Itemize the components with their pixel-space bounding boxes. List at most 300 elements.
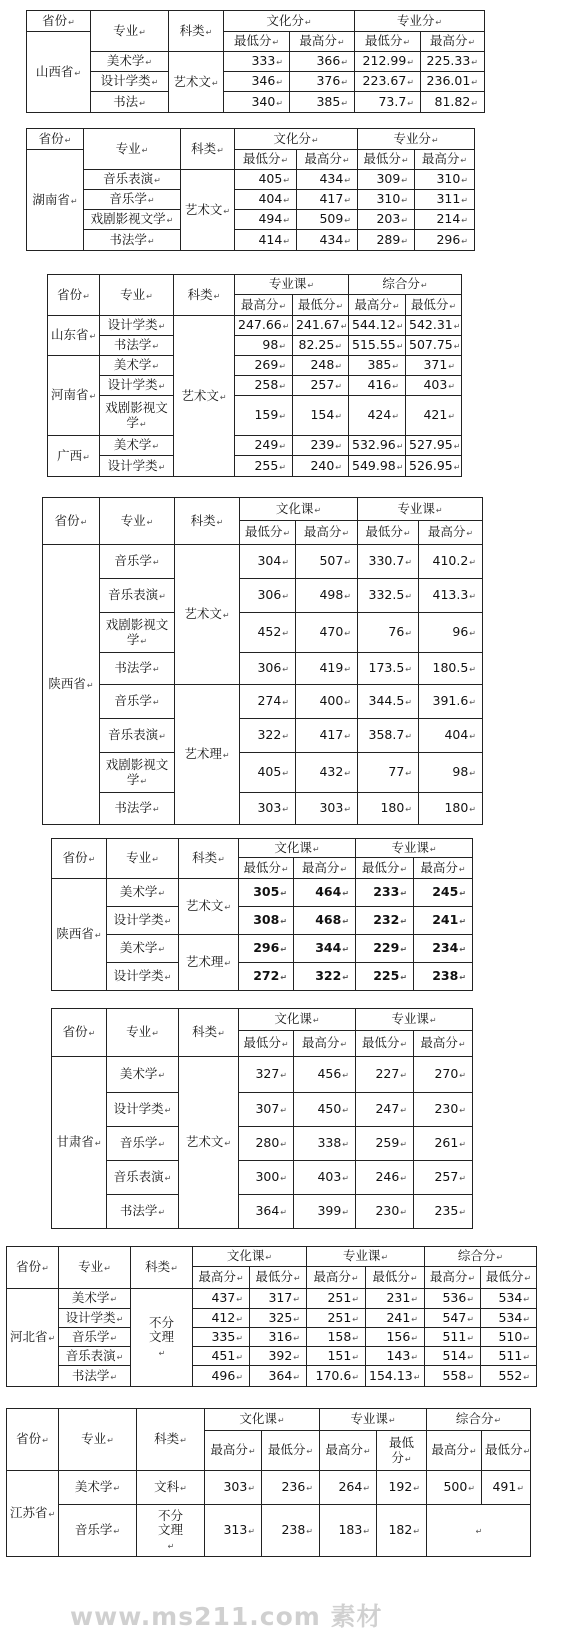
major-cell: 设计学类 ↵ bbox=[100, 376, 174, 396]
score-cell: 264 ↵ bbox=[320, 1471, 377, 1505]
major-cell: 书法学 ↵ bbox=[59, 1366, 131, 1387]
score-cell: 306 ↵ bbox=[240, 579, 296, 613]
header-major-course: 专业课 ↵ bbox=[356, 839, 473, 858]
header-max: 最高分 ↵ bbox=[414, 1031, 473, 1057]
major-cell: 美术学 ↵ bbox=[91, 52, 169, 72]
major-cell: 书法学 ↵ bbox=[100, 336, 174, 356]
header-culture-course: 文化课 ↵ bbox=[239, 839, 356, 858]
header-max: 最高分 ↵ bbox=[205, 1431, 262, 1471]
score-cell: 241 ↵ bbox=[366, 1309, 425, 1328]
score-cell: 240 ↵ bbox=[293, 456, 349, 477]
header-province: 省份 ↵ bbox=[43, 498, 100, 545]
header-province: 省份 ↵ bbox=[52, 1009, 107, 1057]
header-culture-course: 文化课 ↵ bbox=[193, 1247, 307, 1267]
major-cell: 设计学类 ↵ bbox=[91, 72, 169, 92]
score-cell: 280 ↵ bbox=[239, 1127, 294, 1161]
header-min: 最低分 ↵ bbox=[239, 1031, 294, 1057]
province-cell: 河南省 ↵ bbox=[48, 356, 100, 436]
score-cell: 154.13 ↵ bbox=[366, 1366, 425, 1387]
major-cell: 音乐表演 ↵ bbox=[107, 1161, 179, 1195]
province-cell: 广西 ↵ bbox=[48, 436, 100, 477]
category-cell: 艺术理 ↵ bbox=[179, 935, 239, 991]
major-cell: 美术学 ↵ bbox=[107, 1057, 179, 1093]
score-cell: 151 ↵ bbox=[307, 1347, 366, 1366]
header-category: 科类 ↵ bbox=[179, 839, 239, 879]
score-cell: 399 ↵ bbox=[294, 1195, 356, 1229]
header-min: 最低分 ↵ bbox=[356, 858, 414, 879]
score-cell: 82.25 ↵ bbox=[293, 336, 349, 356]
score-cell: 322 ↵ bbox=[240, 719, 296, 753]
score-cell: 225.33 ↵ bbox=[421, 52, 485, 72]
score-cell: 236.01 ↵ bbox=[421, 72, 485, 92]
score-cell: 391.6 ↵ bbox=[419, 685, 483, 719]
major-cell: 设计学类 ↵ bbox=[100, 316, 174, 336]
score-cell: 192 ↵ bbox=[377, 1471, 427, 1505]
score-cell: 403 ↵ bbox=[294, 1161, 356, 1195]
score-cell: 249 ↵ bbox=[235, 436, 293, 456]
major-cell: 设计学类 ↵ bbox=[107, 963, 179, 991]
header-major: 专业 ↵ bbox=[107, 839, 179, 879]
score-cell: 180 ↵ bbox=[358, 793, 419, 825]
score-cell: 456 ↵ bbox=[294, 1057, 356, 1093]
score-cell: 534 ↵ bbox=[481, 1289, 537, 1309]
score-cell: 251 ↵ bbox=[307, 1289, 366, 1309]
score-cell: 322 ↵ bbox=[294, 963, 356, 991]
score-cell: 327 ↵ bbox=[239, 1057, 294, 1093]
score-cell: 182 ↵ bbox=[377, 1505, 427, 1557]
header-major-course: 专业课 ↵ bbox=[235, 275, 349, 295]
header-culture-course: 文化课 ↵ bbox=[239, 1009, 356, 1031]
score-cell: 532.96 ↵ bbox=[349, 436, 406, 456]
major-cell: 设计学类 ↵ bbox=[107, 907, 179, 935]
score-cell: 424 ↵ bbox=[349, 396, 406, 436]
score-cell: 338 ↵ bbox=[294, 1127, 356, 1161]
score-cell: 98 ↵ bbox=[419, 753, 483, 793]
score-cell: 313 ↵ bbox=[205, 1505, 262, 1557]
header-total-score: 综合分 ↵ bbox=[349, 275, 462, 295]
major-cell: 音乐学 ↵ bbox=[107, 1127, 179, 1161]
score-cell: 542.31 ↵ bbox=[406, 316, 462, 336]
header-min: 最低分 ↵ bbox=[235, 150, 297, 170]
score-cell: 371 ↵ bbox=[406, 356, 462, 376]
score-cell: 450 ↵ bbox=[294, 1093, 356, 1127]
province-cell: 陕西省 ↵ bbox=[43, 545, 100, 825]
major-cell: 书法学 ↵ bbox=[100, 793, 175, 825]
admission-table-hebei bbox=[6, 1246, 537, 1387]
major-cell: 音乐表演 ↵ bbox=[100, 719, 175, 753]
score-cell: 289 ↵ bbox=[358, 230, 415, 251]
header-min: 最低分 ↵ bbox=[358, 150, 415, 170]
header-category: 科类 ↵ bbox=[175, 498, 240, 545]
score-cell: 233 ↵ bbox=[356, 879, 414, 907]
score-cell: 223.67 ↵ bbox=[355, 72, 421, 92]
header-max: 最高分 ↵ bbox=[307, 1267, 366, 1289]
major-cell: 美术学 ↵ bbox=[100, 436, 174, 456]
score-cell: 173.5 ↵ bbox=[358, 653, 419, 685]
empty-cell bbox=[427, 1505, 531, 1557]
major-cell: 戏剧影视文学 ↵ bbox=[84, 210, 181, 230]
header-max: 最高分 ↵ bbox=[296, 521, 358, 545]
major-cell: 美术学 ↵ bbox=[107, 935, 179, 963]
major-cell: 设计学类 ↵ bbox=[100, 456, 174, 477]
score-cell: 170.6 ↵ bbox=[307, 1366, 366, 1387]
score-cell: 405 ↵ bbox=[240, 753, 296, 793]
admission-table-shaanxi-1 bbox=[42, 497, 483, 825]
score-cell: 159 ↵ bbox=[235, 396, 293, 436]
score-cell: 544.12 ↵ bbox=[349, 316, 406, 336]
major-cell: 书法学 ↵ bbox=[107, 1195, 179, 1229]
admission-table-jiangsu bbox=[6, 1408, 531, 1557]
score-cell: 325 ↵ bbox=[250, 1309, 307, 1328]
score-cell: 404 ↵ bbox=[235, 190, 297, 210]
header-major: 专业 ↵ bbox=[91, 11, 169, 52]
major-cell: 美术学 ↵ bbox=[59, 1289, 131, 1309]
score-cell: 296 ↵ bbox=[415, 230, 475, 251]
score-cell: 231 ↵ bbox=[366, 1289, 425, 1309]
score-cell: 464 ↵ bbox=[294, 879, 356, 907]
category-cell: 艺术文 ↵ bbox=[181, 170, 235, 251]
major-cell: 音乐学 ↵ bbox=[84, 190, 181, 210]
score-cell: 158 ↵ bbox=[307, 1328, 366, 1347]
province-cell: 山西省 ↵ bbox=[27, 32, 91, 113]
header-category: 科类 ↵ bbox=[179, 1009, 239, 1057]
score-cell: 269 ↵ bbox=[235, 356, 293, 376]
header-province: 省份 ↵ bbox=[27, 129, 84, 150]
score-cell: 419 ↵ bbox=[296, 653, 358, 685]
header-province: 省份 ↵ bbox=[7, 1409, 59, 1471]
score-cell: 498 ↵ bbox=[296, 579, 358, 613]
score-cell: 258 ↵ bbox=[235, 376, 293, 396]
score-cell: 310 ↵ bbox=[358, 190, 415, 210]
major-cell: 戏剧影视文学 ↵ bbox=[100, 753, 175, 793]
header-province: 省份 ↵ bbox=[48, 275, 100, 316]
major-cell: 美术学 ↵ bbox=[107, 879, 179, 907]
score-cell: 333 ↵ bbox=[224, 52, 290, 72]
header-max: 最高分 ↵ bbox=[421, 32, 485, 52]
score-cell: 81.82 ↵ bbox=[421, 92, 485, 113]
header-major-course: 专业课 ↵ bbox=[356, 1009, 473, 1031]
score-cell: 364 ↵ bbox=[239, 1195, 294, 1229]
header-total-score: 综合分 ↵ bbox=[425, 1247, 537, 1267]
score-cell: 500 ↵ bbox=[427, 1471, 482, 1505]
header-major-score: 专业分 ↵ bbox=[355, 11, 485, 32]
score-cell: 303 ↵ bbox=[240, 793, 296, 825]
score-cell: 507 ↵ bbox=[296, 545, 358, 579]
score-cell: 96 ↵ bbox=[419, 613, 483, 653]
score-cell: 417 ↵ bbox=[296, 719, 358, 753]
score-cell: 251 ↵ bbox=[307, 1309, 366, 1328]
major-cell: 音乐表演 ↵ bbox=[59, 1347, 131, 1366]
score-cell: 451 ↵ bbox=[193, 1347, 250, 1366]
major-cell: 戏剧影视文学 ↵ bbox=[100, 613, 175, 653]
header-major-course: 专业课 ↵ bbox=[358, 498, 483, 521]
score-cell: 303 ↵ bbox=[205, 1471, 262, 1505]
score-cell: 77 ↵ bbox=[358, 753, 419, 793]
header-min: 最低分 ↵ bbox=[262, 1431, 320, 1471]
score-cell: 203 ↵ bbox=[358, 210, 415, 230]
header-culture-course: 文化课 ↵ bbox=[205, 1409, 320, 1431]
score-cell: 494 ↵ bbox=[235, 210, 297, 230]
header-major-course: 专业课 ↵ bbox=[320, 1409, 427, 1431]
score-cell: 416 ↵ bbox=[349, 376, 406, 396]
header-major: 专业 ↵ bbox=[107, 1009, 179, 1057]
header-category: 科类 ↵ bbox=[169, 11, 224, 52]
score-cell: 311 ↵ bbox=[415, 190, 475, 210]
province-cell: 河北省 ↵ bbox=[7, 1289, 59, 1387]
score-cell: 255 ↵ bbox=[235, 456, 293, 477]
score-cell: 272 ↵ bbox=[239, 963, 294, 991]
header-min: 最低分 ↵ bbox=[358, 521, 419, 545]
major-cell: 书法学 ↵ bbox=[84, 230, 181, 251]
score-cell: 309 ↵ bbox=[358, 170, 415, 190]
major-cell: 音乐学 ↵ bbox=[100, 545, 175, 579]
category-cell: 艺术文 ↵ bbox=[179, 1057, 239, 1229]
score-cell: 270 ↵ bbox=[414, 1057, 473, 1093]
score-cell: 274 ↵ bbox=[240, 685, 296, 719]
header-max: 最高分 ↵ bbox=[425, 1267, 481, 1289]
score-cell: 259 ↵ bbox=[356, 1127, 414, 1161]
score-cell: 245 ↵ bbox=[414, 879, 473, 907]
score-cell: 232 ↵ bbox=[356, 907, 414, 935]
admission-table-hunan bbox=[26, 128, 475, 251]
province-cell: 山东省 ↵ bbox=[48, 316, 100, 356]
score-cell: 421 ↵ bbox=[406, 396, 462, 436]
score-cell: 332.5 ↵ bbox=[358, 579, 419, 613]
score-cell: 511 ↵ bbox=[425, 1328, 481, 1347]
header-max: 最高分 ↵ bbox=[193, 1267, 250, 1289]
header-culture-score: 文化分 ↵ bbox=[224, 11, 355, 32]
header-major: 专业 ↵ bbox=[59, 1247, 131, 1289]
header-max: 最高分 ↵ bbox=[294, 1031, 356, 1057]
score-cell: 410.2 ↵ bbox=[419, 545, 483, 579]
score-cell: 558 ↵ bbox=[425, 1366, 481, 1387]
header-max: 最高分 ↵ bbox=[294, 858, 356, 879]
admission-table-gansu bbox=[51, 1008, 473, 1229]
header-total-score: 综合分 ↵ bbox=[427, 1409, 531, 1431]
score-cell: 330.7 ↵ bbox=[358, 545, 419, 579]
score-cell: 247 ↵ bbox=[356, 1093, 414, 1127]
score-cell: 515.55 ↵ bbox=[349, 336, 406, 356]
score-cell: 143 ↵ bbox=[366, 1347, 425, 1366]
major-cell: 设计学类 ↵ bbox=[59, 1309, 131, 1328]
score-cell: 511 ↵ bbox=[481, 1347, 537, 1366]
score-cell: 235 ↵ bbox=[414, 1195, 473, 1229]
header-culture-course: 文化课 ↵ bbox=[240, 498, 358, 521]
header-max: 最高分 ↵ bbox=[297, 150, 358, 170]
score-cell: 248 ↵ bbox=[293, 356, 349, 376]
score-cell: 307 ↵ bbox=[239, 1093, 294, 1127]
score-cell: 366 ↵ bbox=[290, 52, 355, 72]
major-cell: 戏剧影视文学 ↵ bbox=[100, 396, 174, 436]
score-cell: 547 ↵ bbox=[425, 1309, 481, 1328]
watermark-text: www.ms211.com 素材 bbox=[70, 1602, 383, 1631]
header-major: 专业 ↵ bbox=[59, 1409, 137, 1471]
major-cell: 音乐表演 ↵ bbox=[84, 170, 181, 190]
category-cell: 艺术文 ↵ bbox=[169, 52, 224, 113]
score-cell: 300 ↵ bbox=[239, 1161, 294, 1195]
header-culture-score: 文化分 ↵ bbox=[235, 129, 358, 150]
score-cell: 316 ↵ bbox=[250, 1328, 307, 1347]
category-cell: 不分文理 ↵ bbox=[131, 1289, 193, 1387]
score-cell: 241 ↵ bbox=[414, 907, 473, 935]
header-max: 最高分 ↵ bbox=[320, 1431, 377, 1471]
score-cell: 400 ↵ bbox=[296, 685, 358, 719]
score-cell: 514 ↵ bbox=[425, 1347, 481, 1366]
score-cell: 308 ↵ bbox=[239, 907, 294, 935]
header-min: 最低分 ↵ bbox=[356, 1031, 414, 1057]
header-max: 最高分 ↵ bbox=[427, 1431, 482, 1471]
score-cell: 304 ↵ bbox=[240, 545, 296, 579]
score-cell: 536 ↵ bbox=[425, 1289, 481, 1309]
score-cell: 229 ↵ bbox=[356, 935, 414, 963]
score-cell: 413.3 ↵ bbox=[419, 579, 483, 613]
header-category: 科类 ↵ bbox=[137, 1409, 205, 1471]
score-cell: 392 ↵ bbox=[250, 1347, 307, 1366]
header-major: 专业 ↵ bbox=[100, 275, 174, 316]
header-min: 最低分 ↵ bbox=[240, 521, 296, 545]
major-cell: 音乐学 ↵ bbox=[100, 685, 175, 719]
score-cell: 432 ↵ bbox=[296, 753, 358, 793]
province-cell: 陕西省 ↵ bbox=[52, 879, 107, 991]
score-cell: 509 ↵ bbox=[297, 210, 358, 230]
score-cell: 73.7 ↵ bbox=[355, 92, 421, 113]
admission-table-shandong-henan-guangxi bbox=[47, 274, 462, 477]
score-cell: 527.95 ↵ bbox=[406, 436, 462, 456]
score-cell: 344 ↵ bbox=[294, 935, 356, 963]
major-cell: 美术学 ↵ bbox=[59, 1471, 137, 1505]
score-cell: 452 ↵ bbox=[240, 613, 296, 653]
header-major: 专业 ↵ bbox=[84, 129, 181, 170]
category-cell: 艺术文 ↵ bbox=[174, 316, 235, 477]
score-cell: 417 ↵ bbox=[297, 190, 358, 210]
category-cell: 艺术文 ↵ bbox=[179, 879, 239, 935]
score-cell: 98 ↵ bbox=[235, 336, 293, 356]
header-min: 最低分 ↵ bbox=[366, 1267, 425, 1289]
score-cell: 303 ↵ bbox=[296, 793, 358, 825]
header-max: 最高分 ↵ bbox=[290, 32, 355, 52]
score-cell: 491 ↵ bbox=[482, 1471, 531, 1505]
province-cell: 湖南省 ↵ bbox=[27, 150, 84, 251]
score-cell: 239 ↵ bbox=[293, 436, 349, 456]
score-cell: 468 ↵ bbox=[294, 907, 356, 935]
score-cell: 404 ↵ bbox=[419, 719, 483, 753]
score-cell: 310 ↵ bbox=[415, 170, 475, 190]
score-cell: 434 ↵ bbox=[297, 170, 358, 190]
admission-table-shanxi bbox=[26, 10, 485, 113]
score-cell: 437 ↵ bbox=[193, 1289, 250, 1309]
score-cell: 230 ↵ bbox=[414, 1093, 473, 1127]
header-max: 最高分 ↵ bbox=[414, 858, 473, 879]
major-cell: 美术学 ↵ bbox=[100, 356, 174, 376]
header-province: 省份 ↵ bbox=[7, 1247, 59, 1289]
header-min: 最低分 ↵ bbox=[250, 1267, 307, 1289]
header-province: 省份 ↵ bbox=[27, 11, 91, 32]
category-cell: 文科 ↵ bbox=[137, 1471, 205, 1505]
header-min: 最低分 ↵ bbox=[293, 295, 349, 316]
major-cell: 设计学类 ↵ bbox=[107, 1093, 179, 1127]
score-cell: 317 ↵ bbox=[250, 1289, 307, 1309]
score-cell: 236 ↵ bbox=[262, 1471, 320, 1505]
score-cell: 346 ↵ bbox=[224, 72, 290, 92]
header-min: 最低分 ↵ bbox=[482, 1431, 531, 1471]
score-cell: 340 ↵ bbox=[224, 92, 290, 113]
score-cell: 358.7 ↵ bbox=[358, 719, 419, 753]
score-cell: 507.75 ↵ bbox=[406, 336, 462, 356]
score-cell: 225 ↵ bbox=[356, 963, 414, 991]
score-cell: 414 ↵ bbox=[235, 230, 297, 251]
header-max: 最高分 ↵ bbox=[349, 295, 406, 316]
header-category: 科类 ↵ bbox=[131, 1247, 193, 1289]
header-min: 最低分 ↵ bbox=[481, 1267, 537, 1289]
header-max: 最高分 ↵ bbox=[419, 521, 483, 545]
major-cell: 书法学 ↵ bbox=[100, 653, 175, 685]
score-cell: 306 ↵ bbox=[240, 653, 296, 685]
score-cell: 230 ↵ bbox=[356, 1195, 414, 1229]
score-cell: 534 ↵ bbox=[481, 1309, 537, 1328]
score-cell: 227 ↵ bbox=[356, 1057, 414, 1093]
score-cell: 156 ↵ bbox=[366, 1328, 425, 1347]
score-cell: 246 ↵ bbox=[356, 1161, 414, 1195]
score-cell: 376 ↵ bbox=[290, 72, 355, 92]
score-cell: 238 ↵ bbox=[262, 1505, 320, 1557]
score-cell: 364 ↵ bbox=[250, 1366, 307, 1387]
score-cell: 257 ↵ bbox=[414, 1161, 473, 1195]
score-cell: 434 ↵ bbox=[297, 230, 358, 251]
score-cell: 335 ↵ bbox=[193, 1328, 250, 1347]
score-cell: 261 ↵ bbox=[414, 1127, 473, 1161]
province-cell: 江苏省 ↵ bbox=[7, 1471, 59, 1557]
header-category: 科类 ↵ bbox=[181, 129, 235, 170]
score-cell: 180 ↵ bbox=[419, 793, 483, 825]
admission-table-shaanxi-2 bbox=[51, 838, 473, 991]
score-cell: 296 ↵ bbox=[239, 935, 294, 963]
header-min: 最低分 ↵ bbox=[224, 32, 290, 52]
score-cell: 549.98 ↵ bbox=[349, 456, 406, 477]
score-cell: 238 ↵ bbox=[414, 963, 473, 991]
header-min: 最低分 ↵ bbox=[239, 858, 294, 879]
score-cell: 180.5 ↵ bbox=[419, 653, 483, 685]
province-cell: 甘肃省 ↵ bbox=[52, 1057, 107, 1229]
score-cell: 385 ↵ bbox=[349, 356, 406, 376]
header-max: 最高分 ↵ bbox=[235, 295, 293, 316]
score-cell: 344.5 ↵ bbox=[358, 685, 419, 719]
score-cell: 305 ↵ bbox=[239, 879, 294, 907]
major-cell: 音乐学 ↵ bbox=[59, 1505, 137, 1557]
category-cell: 艺术理 ↵ bbox=[175, 685, 240, 825]
score-cell: 496 ↵ bbox=[193, 1366, 250, 1387]
header-category: 科类 ↵ bbox=[174, 275, 235, 316]
major-cell: 音乐学 ↵ bbox=[59, 1328, 131, 1347]
header-min: 最低分 ↵ bbox=[355, 32, 421, 52]
header-min: 最低分 ↵ bbox=[377, 1431, 427, 1471]
score-cell: 234 ↵ bbox=[414, 935, 473, 963]
score-cell: 385 ↵ bbox=[290, 92, 355, 113]
score-cell: 154 ↵ bbox=[293, 396, 349, 436]
score-cell: 552 ↵ bbox=[481, 1366, 537, 1387]
header-province: 省份 ↵ bbox=[52, 839, 107, 879]
category-cell: 不分文理 ↵ bbox=[137, 1505, 205, 1557]
score-cell: 214 ↵ bbox=[415, 210, 475, 230]
score-cell: 212.99 ↵ bbox=[355, 52, 421, 72]
score-cell: 257 ↵ bbox=[293, 376, 349, 396]
score-cell: 247.66 ↵ bbox=[235, 316, 293, 336]
major-cell: 音乐表演 ↵ bbox=[100, 579, 175, 613]
header-min: 最低分 ↵ bbox=[406, 295, 462, 316]
category-cell: 艺术文 ↵ bbox=[175, 545, 240, 685]
major-cell: 书法 ↵ bbox=[91, 92, 169, 113]
header-major-course: 专业课 ↵ bbox=[307, 1247, 425, 1267]
score-cell: 526.95 ↵ bbox=[406, 456, 462, 477]
